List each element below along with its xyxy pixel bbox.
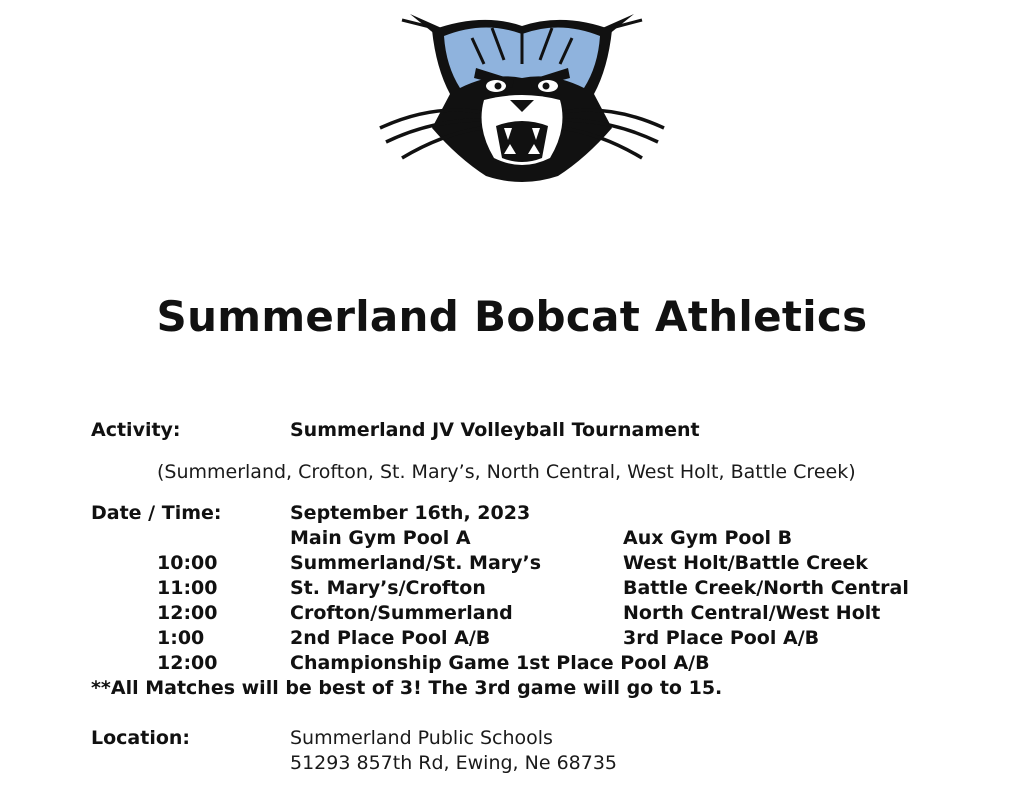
location-name: Summerland Public Schools [290,727,553,749]
page-title: Summerland Bobcat Athletics [156,292,868,341]
event-date: September 16th, 2023 [290,502,531,524]
activity-label: Activity: [91,419,181,441]
match-rules-note: **All Matches will be best of 3! The 3rd game will go to 15. [91,677,723,699]
schedule-time: 12:00 [157,652,218,674]
schedule-pool-a-match: Championship Game 1st Place Pool A/B [290,652,710,674]
schedule-pool-a-match: Summerland/St. Mary’s [290,552,542,574]
bobcat-mascot-logo [372,8,672,186]
location-label: Location: [91,727,191,749]
pool-a-header: Main Gym Pool A [290,527,471,549]
schedule-pool-b-match: North Central/West Holt [623,602,881,624]
schedule-pool-b-match: West Holt/Battle Creek [623,552,868,574]
schedule-pool-a-match: Crofton/Summerland [290,602,513,624]
schedule-pool-a-match: 2nd Place Pool A/B [290,627,491,649]
schedule-pool-b-match: 3rd Place Pool A/B [623,627,820,649]
schedule-time: 12:00 [157,602,218,624]
pool-b-header: Aux Gym Pool B [623,527,793,549]
schedule-time: 1:00 [157,627,205,649]
schedule-time: 11:00 [157,577,218,599]
schedule-pool-b-match: Battle Creek/North Central [623,577,909,599]
date-time-label: Date / Time: [91,502,222,524]
activity-value: Summerland JV Volleyball Tournament [290,419,700,441]
schedule-pool-a-match: St. Mary’s/Crofton [290,577,486,599]
schedule-time: 10:00 [157,552,218,574]
location-address: 51293 857th Rd, Ewing, Ne 68735 [290,752,618,774]
participating-teams: (Summerland, Crofton, St. Mary’s, North Central, West Holt, Battle Creek) [157,461,856,483]
